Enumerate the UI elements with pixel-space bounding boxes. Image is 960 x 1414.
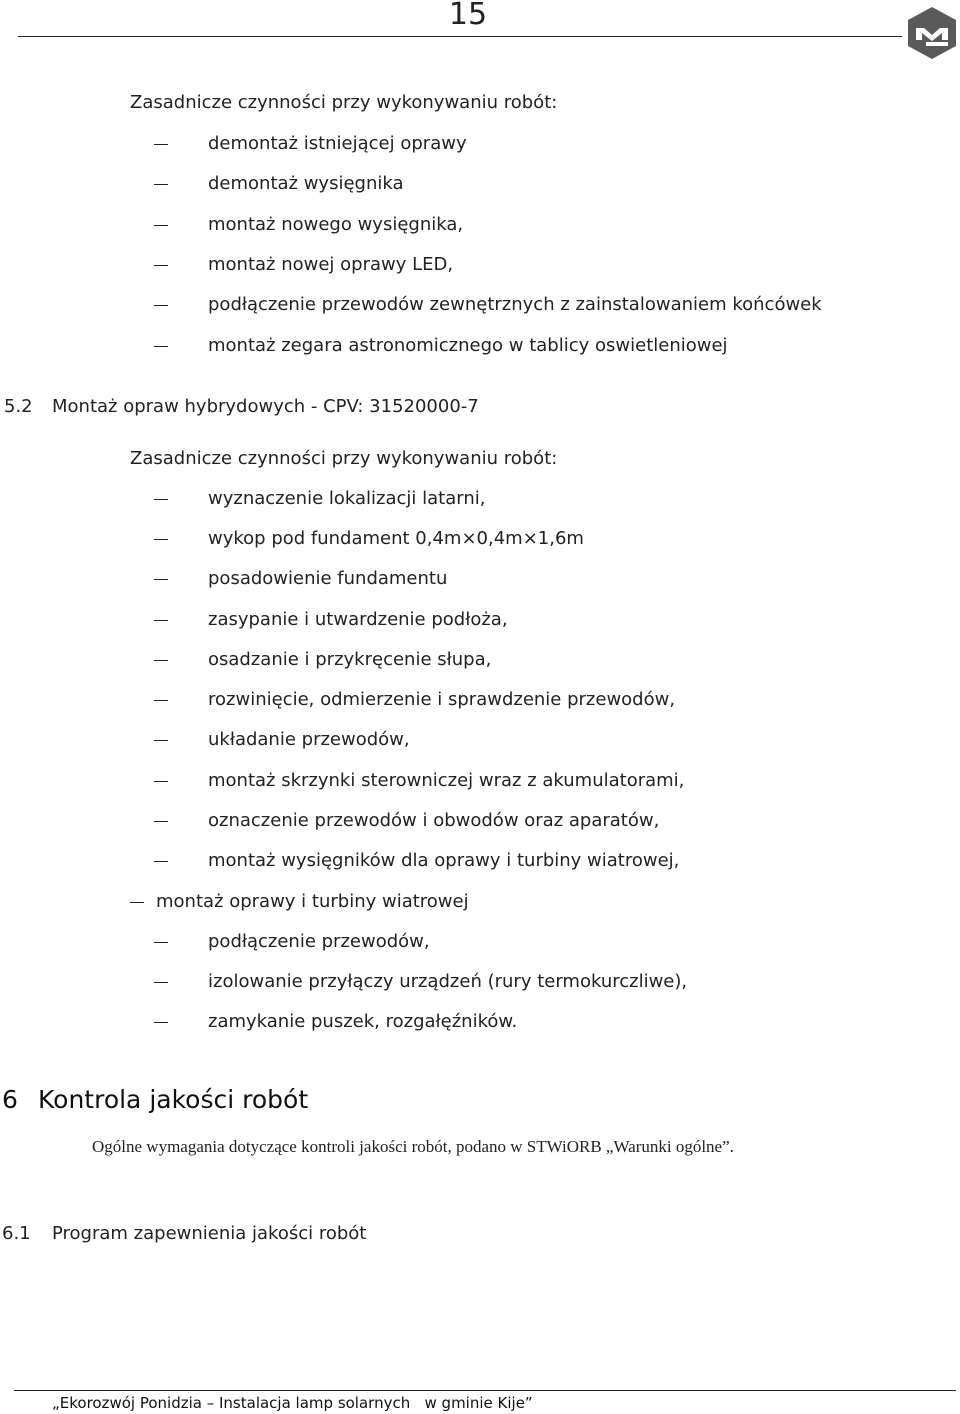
dash-bullet: [154, 781, 168, 782]
dash-bullet: [154, 1022, 168, 1023]
dash-bullet: [154, 821, 168, 822]
chapter-number: 6: [2, 1085, 18, 1114]
section-number: 5.2: [4, 396, 33, 417]
footer-rule: [14, 1390, 956, 1391]
list-item-text: montaż wysięgników dla oprawy i turbiny wiatrowej,: [208, 850, 680, 871]
chapter-heading-6: [2, 1084, 308, 1116]
list-item-text: układanie przewodów,: [208, 729, 410, 750]
company-logo-icon: [906, 6, 958, 60]
list-item-text: demontaż istniejącej oprawy: [208, 133, 467, 154]
footer-text: „Ekorozwój Ponidzia – Instalacja lamp solarnych w gminie Kije”: [52, 1394, 533, 1412]
dash-bullet: [154, 660, 168, 661]
dash-bullet: [154, 700, 168, 701]
list-item-text: demontaż wysięgnika: [208, 173, 404, 194]
list-item-text: montaż nowego wysięgnika,: [208, 214, 464, 235]
list-item-text: posadowienie fundamentu: [208, 568, 448, 589]
list-item-text: zamykanie puszek, rozgałęźników.: [208, 1011, 518, 1032]
dash-bullet: [154, 144, 168, 145]
dash-bullet: [154, 942, 168, 943]
list-item-text: zasypanie i utwardzenie podłoża,: [208, 609, 508, 630]
dash-bullet: [130, 902, 144, 903]
list-item-text: montaż zegara astronomicznego w tablicy oswietleniowej: [208, 335, 728, 356]
section-5-2-intro: Zasadnicze czynności przy wykonywaniu robót:: [130, 448, 558, 469]
dash-bullet: [154, 861, 168, 862]
list-item-text: montaż skrzynki sterowniczej wraz z akumulatorami,: [208, 770, 685, 791]
dash-bullet: [154, 184, 168, 185]
list-item-text: osadzanie i przykręcenie słupa,: [208, 649, 492, 670]
chapter-title: Kontrola jakości robót: [38, 1085, 309, 1114]
list-item-text: rozwinięcie, odmierzenie i sprawdzenie przewodów,: [208, 689, 676, 710]
list-item-text: oznaczenie przewodów i obwodów oraz aparatów,: [208, 810, 660, 831]
chapter-6-paragraph: Ogólne wymagania dotyczące kontroli jakości robót, podano w STWiORB „Warunki ogólne”.: [92, 1137, 734, 1156]
header-rule: [18, 36, 902, 37]
dash-bullet: [154, 225, 168, 226]
dash-bullet: [154, 620, 168, 621]
list-item-text: montaż oprawy i turbiny wiatrowej: [156, 891, 469, 912]
dash-bullet: [154, 499, 168, 500]
section-number: 6.1: [2, 1223, 31, 1244]
dash-bullet: [154, 265, 168, 266]
list-item-text: podłączenie przewodów,: [208, 931, 430, 952]
dash-bullet: [154, 982, 168, 983]
dash-bullet: [154, 539, 168, 540]
dash-bullet: [154, 579, 168, 580]
section-heading-6-1: [2, 1223, 366, 1245]
dash-bullet: [154, 305, 168, 306]
section-title: Program zapewnienia jakości robót: [52, 1223, 367, 1244]
list-item-text: wykop pod fundament 0,4m×0,4m×1,6m: [208, 528, 584, 549]
dash-bullet: [154, 740, 168, 741]
section-heading-5-2: [4, 396, 479, 418]
block1-intro: Zasadnicze czynności przy wykonywaniu robót:: [130, 92, 558, 113]
list-item-text: izolowanie przyłączy urządzeń (rury termokurczliwe),: [208, 971, 688, 992]
list-item-text: montaż nowej oprawy LED,: [208, 254, 454, 275]
list-item-text: podłączenie przewodów zewnętrznych z zainstalowaniem końcówek: [208, 294, 822, 315]
list-item-text: wyznaczenie lokalizacji latarni,: [208, 488, 486, 509]
section-title: Montaż opraw hybrydowych - CPV: 31520000-7: [52, 396, 479, 417]
page-number: 15: [448, 0, 488, 32]
dash-bullet: [154, 346, 168, 347]
